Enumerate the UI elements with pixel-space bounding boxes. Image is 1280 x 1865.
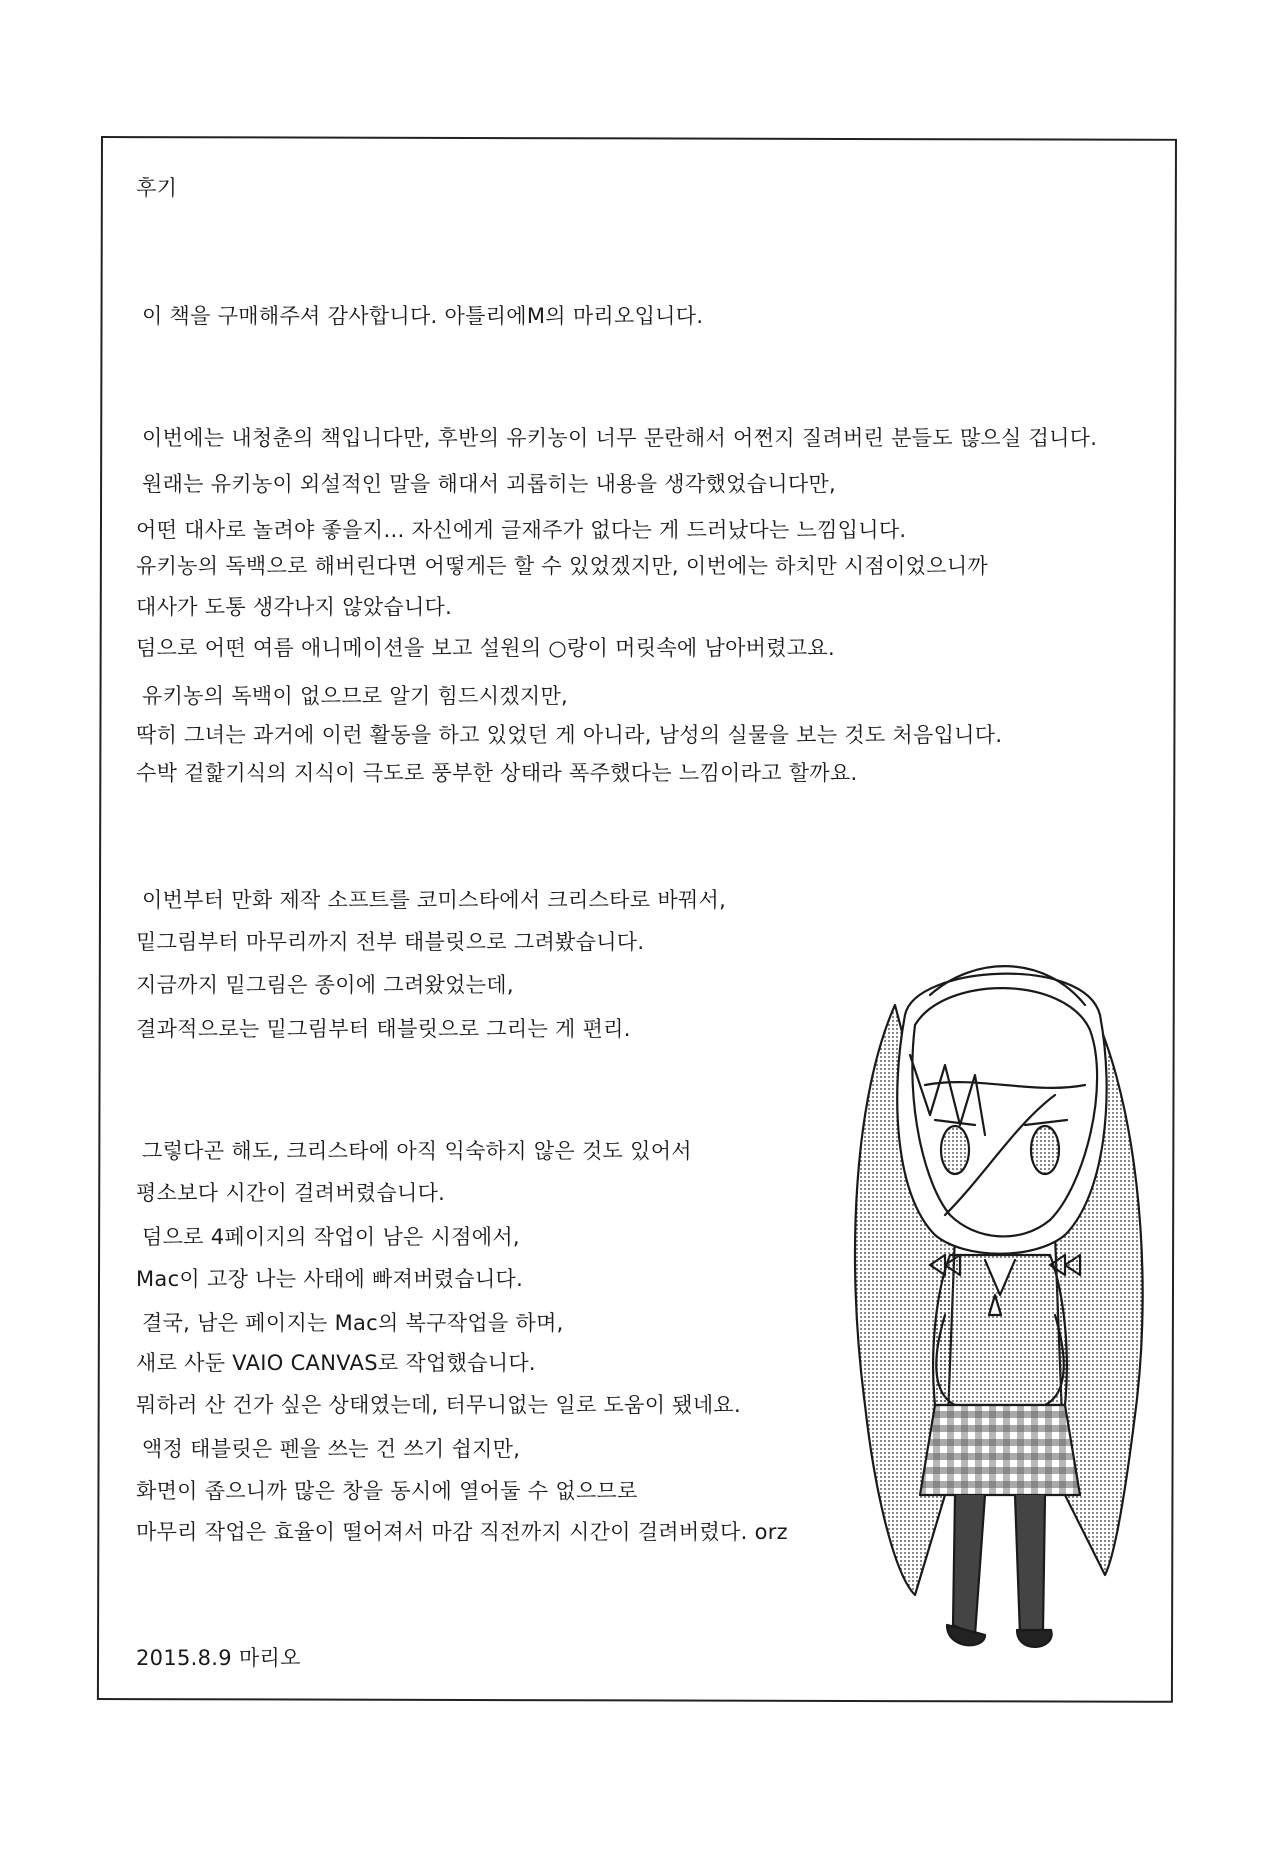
paragraph1-line: 원래는 유키농이 외설적인 말을 해대서 괴롭히는 내용을 생각했었습니다만,: [142, 472, 836, 496]
paragraph1-line: 수박 겉핥기식의 지식이 극도로 풍부한 상태라 폭주했다는 느낌이라고 할까요.: [136, 761, 858, 785]
paragraph2-line: 지금까지 밑그림은 종이에 그려왔었는데,: [136, 973, 514, 997]
paragraph3-line: Mac이 고장 나는 사태에 빠져버렸습니다.: [136, 1267, 524, 1291]
paragraph3-line: 평소보다 시간이 걸려버렸습니다.: [136, 1181, 446, 1205]
paragraph3-line: 액정 태블릿은 펜을 쓰는 건 쓰기 쉽지만,: [142, 1437, 521, 1461]
paragraph1-line: 유키농의 독백이 없으므로 알기 힘드시겠지만,: [142, 684, 569, 708]
paragraph1-line: 이번에는 내청춘의 책입니다만, 후반의 유키농이 너무 문란해서 어쩐지 질려버린 분들도 많으실 겁니다.: [142, 426, 1098, 450]
paragraph1-line: 어떤 대사로 놀려야 좋을지… 자신에게 글재주가 없다는 게 드러났다는 느낌입니다.: [136, 518, 907, 542]
intro-text: 이 책을 구매해주셔 감사합니다. 아틀리에M의 마리오입니다.: [142, 304, 704, 328]
paragraph2-line: 결과적으로는 밑그림부터 태블릿으로 그리는 게 편리.: [136, 1017, 631, 1041]
chibi-character-illustration: [835, 935, 1175, 1705]
paragraph3-line: 결국, 남은 페이지는 Mac의 복구작업을 하며,: [142, 1311, 564, 1335]
paragraph3-line: 덤으로 4페이지의 작업이 남은 시점에서,: [142, 1225, 520, 1249]
paragraph1-line: 대사가 도통 생각나지 않았습니다.: [136, 595, 453, 619]
paragraph1-line: 딱히 그녀는 과거에 이런 활동을 하고 있었던 게 아니라, 남성의 실물을 보는 것도 처음입니다.: [136, 723, 1003, 747]
signature: 2015.8.9 마리오: [136, 1646, 301, 1670]
paragraph3-line: 마무리 작업은 효율이 떨어져서 마감 직전까지 시간이 걸려버렸다. orz: [136, 1520, 789, 1544]
paragraph1-line: 덤으로 어떤 여름 애니메이션을 보고 설원의 ○랑이 머릿속에 남아버렸고요.: [136, 636, 835, 660]
paragraph3-line: 화면이 좁으니까 많은 창을 동시에 열어둘 수 없으므로: [136, 1479, 638, 1503]
paragraph3-line: 그렇다곤 해도, 크리스타에 아직 익숙하지 않은 것도 있어서: [142, 1139, 692, 1163]
page-title: 후기: [136, 176, 178, 200]
paragraph1-line: 유키농의 독백으로 해버린다면 어떻게든 할 수 있었겠지만, 이번에는 하치만 시점이었으니까: [136, 554, 989, 578]
paragraph2-line: 이번부터 만화 제작 소프트를 코미스타에서 크리스타로 바꿔서,: [142, 888, 727, 912]
paragraph2-line: 밑그림부터 마무리까지 전부 태블릿으로 그려봤습니다.: [136, 930, 645, 954]
paragraph3-line: 새로 사둔 VAIO CANVAS로 작업했습니다.: [136, 1351, 536, 1375]
paragraph3-line: 뭐하러 산 건가 싶은 상태였는데, 터무니없는 일로 도움이 됐네요.: [136, 1393, 741, 1417]
